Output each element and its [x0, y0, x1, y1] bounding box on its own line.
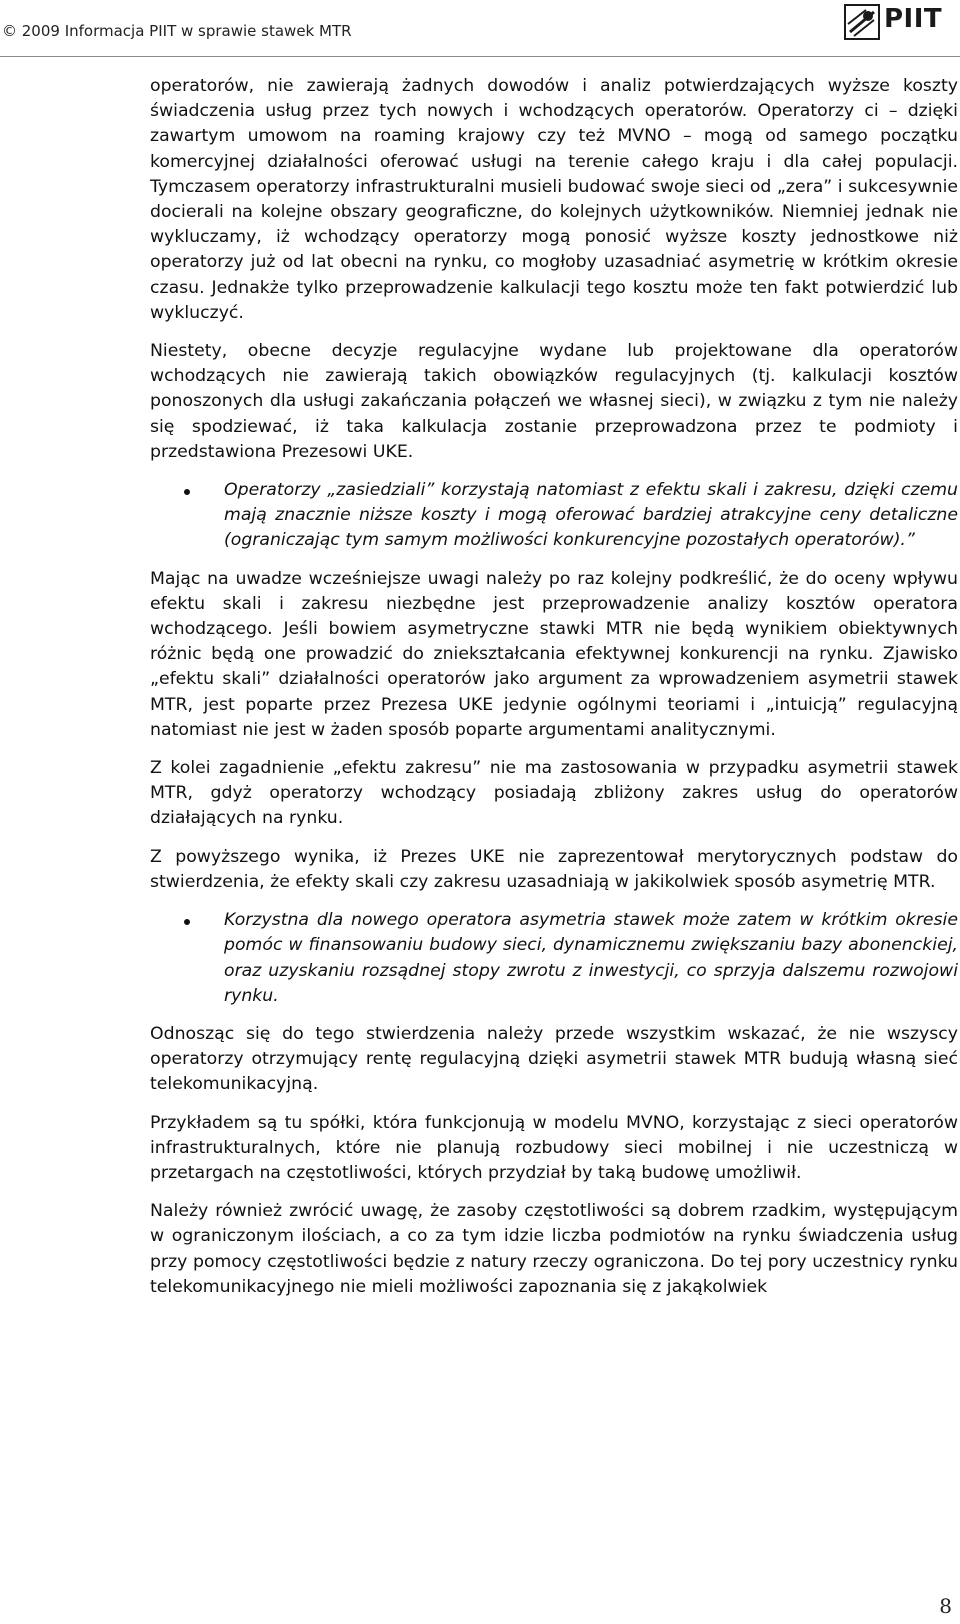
paragraph-7: Przykładem są tu spółki, która funkcjonują w modelu MVNO, korzystając z sieci operatorów infrastrukturalnych, które nie planują rozbudowy sieci mobilnej i nie uczestniczą w przetargach na częstotliwości, których przydział by taką budowę umożliwił.: [150, 1112, 958, 1183]
paragraph-6: Odnosząc się do tego stwierdzenia należy przede wszystkim wskazać, że nie wszyscy operatorzy otrzymujący rentę regulacyjną dzięki asymetrii stawek MTR budują własną sieć telekomunikacyjną.: [150, 1023, 958, 1095]
paragraph-3: Mając na uwadze wcześniejsze uwagi należy po raz kolejny podkreślić, że do oceny wpływu efektu skali i zakresu niezbędne jest przeprowadzenie analizy kosztów operatora wchodzącego. Jeśli bowiem asymetryczne stawki MTR nie będą wynikiem obiektywnych różnic będą one prowadzić do zniekształcania efektywnej konkurencji na rynku. Zjawisko „efektu skali” działalności operatorów jako argument za wprowadzeniem asymetrii stawek MTR, jest poparte przez Prezesa UKE jedynie ogólnymi teoriami i „intuicją” regulacyjną natomiast nie jest w żaden sposób poparte argumentami analitycznymi.: [150, 568, 958, 740]
piit-logo: [844, 2, 956, 42]
paragraph-8: Należy również zwrócić uwagę, że zasoby częstotliwości są dobrem rzadkim, występującym w ograniczonym ilościach, a co za tym idzie liczba podmiotów na rynku świadczenia usług przy pomocy częstotliwości będzie z natury rzeczy ograniczona. Do tej pory uczestnicy rynku telekomunikacyjnego nie mieli możliwości zapoznania się z jakąkolwiek: [150, 1201, 958, 1297]
bullet-icon: [184, 489, 190, 495]
paragraph-4: Z kolei zagadnienie „efektu zakresu” nie ma zastosowania w przypadku asymetrii stawek MTR, gdyż operatorzy wchodzący posiadają zbliżony zakres usług do operatorów działających na rynku.: [150, 758, 958, 829]
paragraph-1: operatorów, nie zawierają żadnych dowodów i analiz potwierdzających wyższe koszty świadczenia usług przez tych nowych i wchodzących operatorów. Operatorzy ci – dzięki zawartym umowom na roaming krajowy czy też MVNO – mogą od samego początku komercyjnej działalności oferować usługi na terenie całego kraju i dla całej populacji. Tymczasem operatorzy infrastrukturalni musieli budować swoje sieci od „zera” i sukcesywnie docierali na kolejne obszary geograficzne, do kolejnych użytkowników. Niemniej jednak nie wykluczamy, iż wchodzący operatorzy mogą ponosić wyższe koszty jednostkowe niż operatorzy już od lat obecni na rynku, co mogłoby uzasadniać asymetrię w krótkim okresie czasu. Jednakże tylko przeprowadzenie kalkulacji tego kosztu może ten fakt potwierdzić lub wykluczyć.: [150, 76, 958, 323]
quote-bullet-1: [150, 478, 958, 554]
quote-bullet-2-text: Korzystna dla nowego operatora asymetria stawek może zatem w krótkim okresie pomóc w finansowaniu budowy sieci, dynamicznemu zwiększaniu bazy abonenckiej, oraz uzyskaniu rozsądnej stopy zwrotu z inwestycji, co sprzyja dalszemu rozwojowi rynku.: [224, 910, 958, 1006]
paragraph-2: Niestety, obecne decyzje regulacyjne wydane lub projektowane dla operatorów wchodzących nie zawierają takich obowiązków regulacyjnych (tj. kalkulacji kosztów ponoszonych dla usługi zakańczania połączeń we własnej sieci), w związku z tym nie należy się spodziewać, iż taka kalkulacja zostanie przeprowadzona przez te podmioty i przedstawiona Prezesowi UKE.: [150, 341, 958, 462]
page-number: 8: [939, 1594, 952, 1618]
page-header: [0, 0, 960, 57]
logo-text: PIIT: [884, 4, 943, 34]
bullet-icon: [184, 919, 190, 925]
quote-bullet-2: [150, 908, 958, 1009]
quote-bullet-1-text: Operatorzy „zasiedziali” korzystają natomiast z efektu skali i zakresu, dzięki czemu mają znacznie niższe koszty i mogą oferować bardziej atrakcyjne ceny detaliczne (ograniczając tym samym możliwości konkurencyjne pozostałych operatorów).”: [224, 480, 958, 551]
paragraph-5: Z powyższego wynika, iż Prezes UKE nie zaprezentował merytorycznych podstaw do stwierdzenia, że efekty skali czy zakresu uzasadniają w jakikolwiek sposób asymetrię MTR.: [150, 846, 958, 892]
header-title: © 2009 Informacja PIIT w sprawie stawek MTR: [2, 22, 352, 40]
document-body: [150, 74, 958, 1313]
piit-logo-mark-icon: [844, 2, 882, 42]
